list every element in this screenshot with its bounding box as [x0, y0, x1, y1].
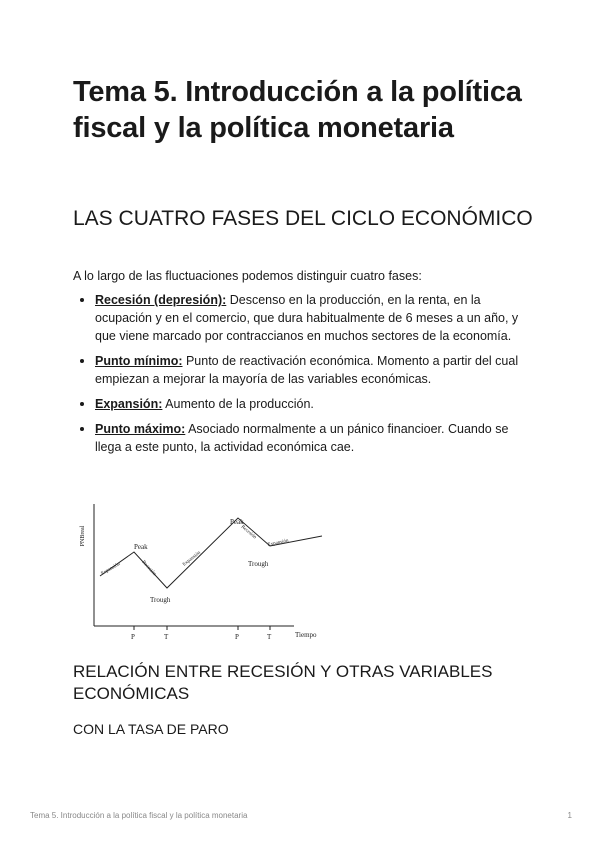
phase-label: Expansión	[100, 561, 122, 577]
tick-label: P	[235, 633, 239, 641]
list-item-text: Descenso en la producción, en la renta, en la ocupación y en el comercio, que dura habitualmente de 6 meses a un año, y que viene marcado por contraccianos en muchos sectores de la economía.	[95, 293, 519, 343]
list-item-term: Expansión:	[95, 397, 163, 411]
bullet-dot	[80, 359, 84, 363]
list-item-term: Punto máximo:	[95, 422, 186, 436]
x-axis-label: Tiempo	[295, 631, 317, 639]
list-item-term: Recesión (depresión):	[95, 293, 227, 307]
intro-paragraph: A lo largo de las fluctuaciones podemos distinguir cuatro fases:	[73, 269, 422, 283]
y-axis-label: PNBreal	[80, 525, 86, 547]
list-item-text: Aumento de la producción.	[162, 397, 314, 411]
business-cycle-figure	[72, 496, 332, 644]
page-title: Tema 5. Introducción a la política fiscal y la política monetaria	[73, 76, 522, 144]
cycle-curve	[100, 518, 322, 588]
bullet-dot	[80, 298, 84, 302]
list-item	[73, 395, 533, 413]
phase-label: Recesión	[140, 559, 157, 577]
bullet-dot	[80, 402, 84, 406]
section-heading-recession: RELACIÓN ENTRE RECESIÓN Y OTRAS VARIABLES ECONÓMICAS	[73, 662, 493, 703]
list-item-text: Asociado normalmente a un pánico financioer. Cuando se llega a este punto, la actividad económica cae.	[95, 422, 509, 454]
phase-label: Expansión	[182, 550, 202, 568]
subsection-heading-paro: CON LA TASA DE PARO	[73, 721, 229, 737]
footer-title: Tema 5. Introducción a la política fiscal y la política monetaria	[30, 811, 248, 820]
phase-label: Expansión	[267, 538, 290, 548]
trough-label: Trough	[150, 596, 171, 604]
tick-label: P	[131, 633, 135, 641]
phase-label: Recesión	[239, 524, 257, 541]
list-item	[73, 420, 533, 456]
tick-label: T	[267, 633, 272, 641]
list-item-term: Punto mínimo:	[95, 354, 183, 368]
peak-label: Peak	[134, 543, 148, 551]
peak-label: Peak	[230, 518, 244, 526]
list-item	[73, 291, 533, 345]
section-heading-phases: LAS CUATRO FASES DEL CICLO ECONÓMICO	[73, 207, 533, 230]
trough-label: Trough	[248, 560, 269, 568]
page-number: 1	[567, 811, 572, 820]
bullet-dot	[80, 427, 84, 431]
phases-list	[73, 291, 533, 463]
list-item-text: Punto de reactivación económica. Momento a partir del cual empiezan a mejorar la mayoría de las variables económicas.	[95, 354, 519, 386]
list-item	[73, 352, 533, 388]
tick-label: T	[164, 633, 169, 641]
